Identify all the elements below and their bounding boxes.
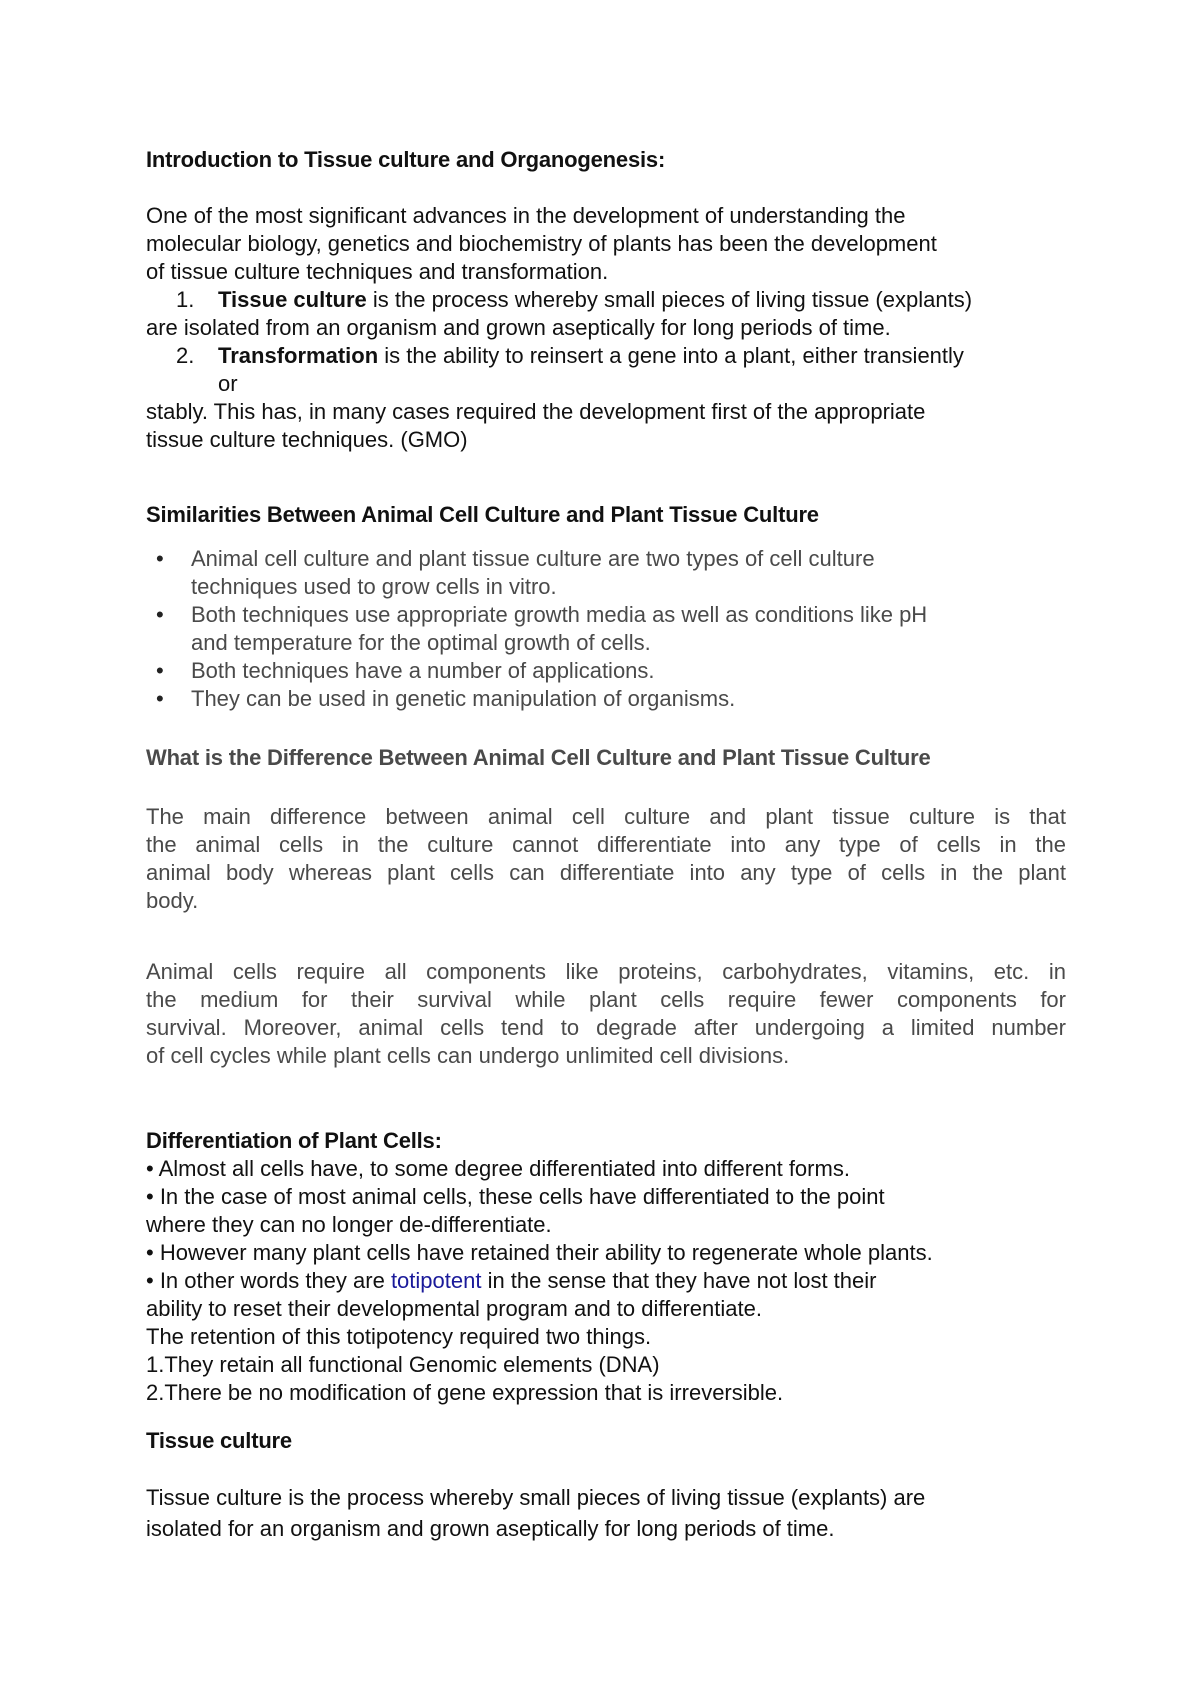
item-continuation: tissue culture techniques. (GMO) bbox=[146, 427, 468, 452]
numbered-item-1 bbox=[146, 286, 1066, 314]
intro-line: One of the most significant advances in the development of understanding the bbox=[146, 203, 906, 228]
numbered-item-2 bbox=[146, 342, 1066, 370]
line-text: in the sense that they have not lost their bbox=[481, 1268, 877, 1293]
para-line: Animal cells require all components like proteins, carbohydrates, vitamins, etc. in bbox=[146, 959, 1066, 984]
intro-line: molecular biology, genetics and biochemistry of plants has been the development bbox=[146, 231, 937, 256]
para-line: body. bbox=[146, 888, 199, 913]
list-line: They can be used in genetic manipulation of organisms. bbox=[191, 686, 736, 711]
item-term: Tissue culture bbox=[218, 287, 367, 312]
list-line: Both techniques use appropriate growth media as well as conditions like pH bbox=[191, 602, 928, 627]
differentiation-title: Differentiation of Plant Cells: bbox=[146, 1128, 442, 1153]
line-text: • In other words they are bbox=[146, 1268, 391, 1293]
body-line: ability to reset their developmental program and to differentiate. bbox=[146, 1296, 762, 1321]
item-continuation: are isolated from an organism and grown aseptically for long periods of time. bbox=[146, 315, 891, 340]
differentiation-body bbox=[146, 1155, 1066, 1407]
para-line: survival. Moreover, animal cells tend to degrade after undergoing a limited number bbox=[146, 1015, 1066, 1040]
body-line: where they can no longer de-differentiate. bbox=[146, 1212, 552, 1237]
body-line: 2.There be no modification of gene expression that is irreversible. bbox=[146, 1380, 784, 1405]
list-line: and temperature for the optimal growth of cells. bbox=[191, 630, 651, 655]
difference-title: What is the Difference Between Animal Cell Culture and Plant Tissue Culture bbox=[146, 745, 931, 770]
body-line: • In the case of most animal cells, these cells have differentiated to the point bbox=[146, 1184, 885, 1209]
item-continuation: stably. This has, in many cases required the development first of the appropriate bbox=[146, 399, 926, 424]
similarities-title: Similarities Between Animal Cell Culture and Plant Tissue Culture bbox=[146, 502, 819, 527]
para-line: The main difference between animal cell culture and plant tissue culture is that bbox=[146, 804, 1066, 829]
body-line bbox=[146, 1267, 1066, 1295]
list-line: Both techniques have a number of applications. bbox=[191, 658, 655, 683]
intro-line: of tissue culture techniques and transformation. bbox=[146, 259, 609, 284]
item-term: Transformation bbox=[218, 343, 379, 368]
tissue-culture-paragraph bbox=[146, 1482, 1066, 1544]
list-item bbox=[146, 685, 1066, 713]
similarities-list bbox=[146, 545, 1066, 713]
difference-paragraph-1 bbox=[146, 803, 1066, 915]
para-line: the animal cells in the culture cannot differentiate into any type of cells in the bbox=[146, 832, 1066, 857]
tissue-culture-title: Tissue culture bbox=[146, 1428, 292, 1453]
para-line: Tissue culture is the process whereby small pieces of living tissue (explants) are bbox=[146, 1485, 926, 1510]
list-item bbox=[146, 601, 1066, 657]
list-item bbox=[146, 657, 1066, 685]
list-line: techniques used to grow cells in vitro. bbox=[191, 574, 557, 599]
item-number: 2. bbox=[176, 343, 195, 368]
totipotent-link[interactable]: totipotent bbox=[390, 1268, 482, 1293]
para-line: animal body whereas plant cells can differentiate into any type of cells in the plant bbox=[146, 860, 1066, 885]
list-line: Animal cell culture and plant tissue culture are two types of cell culture bbox=[191, 546, 875, 571]
item-or: or bbox=[218, 371, 238, 396]
list-item bbox=[146, 545, 1066, 601]
difference-paragraph-2 bbox=[146, 958, 1066, 1070]
para-line: the medium for their survival while plant cells require fewer components for bbox=[146, 987, 1066, 1012]
body-line: • Almost all cells have, to some degree differentiated into different forms. bbox=[146, 1156, 850, 1181]
body-line: • However many plant cells have retained their ability to regenerate whole plants. bbox=[146, 1240, 933, 1265]
body-line: 1.They retain all functional Genomic elements (DNA) bbox=[146, 1352, 660, 1377]
para-line: isolated for an organism and grown aseptically for long periods of time. bbox=[146, 1516, 835, 1541]
intro-title: Introduction to Tissue culture and Organogenesis: bbox=[146, 147, 666, 172]
body-line: The retention of this totipotency required two things. bbox=[146, 1324, 652, 1349]
intro-paragraph bbox=[146, 202, 1066, 454]
item-text: is the process whereby small pieces of living tissue (explants) bbox=[366, 287, 973, 312]
item-number: 1. bbox=[176, 287, 195, 312]
item-text: is the ability to reinsert a gene into a plant, either transiently bbox=[378, 343, 964, 368]
para-line: of cell cycles while plant cells can undergo unlimited cell divisions. bbox=[146, 1043, 790, 1068]
